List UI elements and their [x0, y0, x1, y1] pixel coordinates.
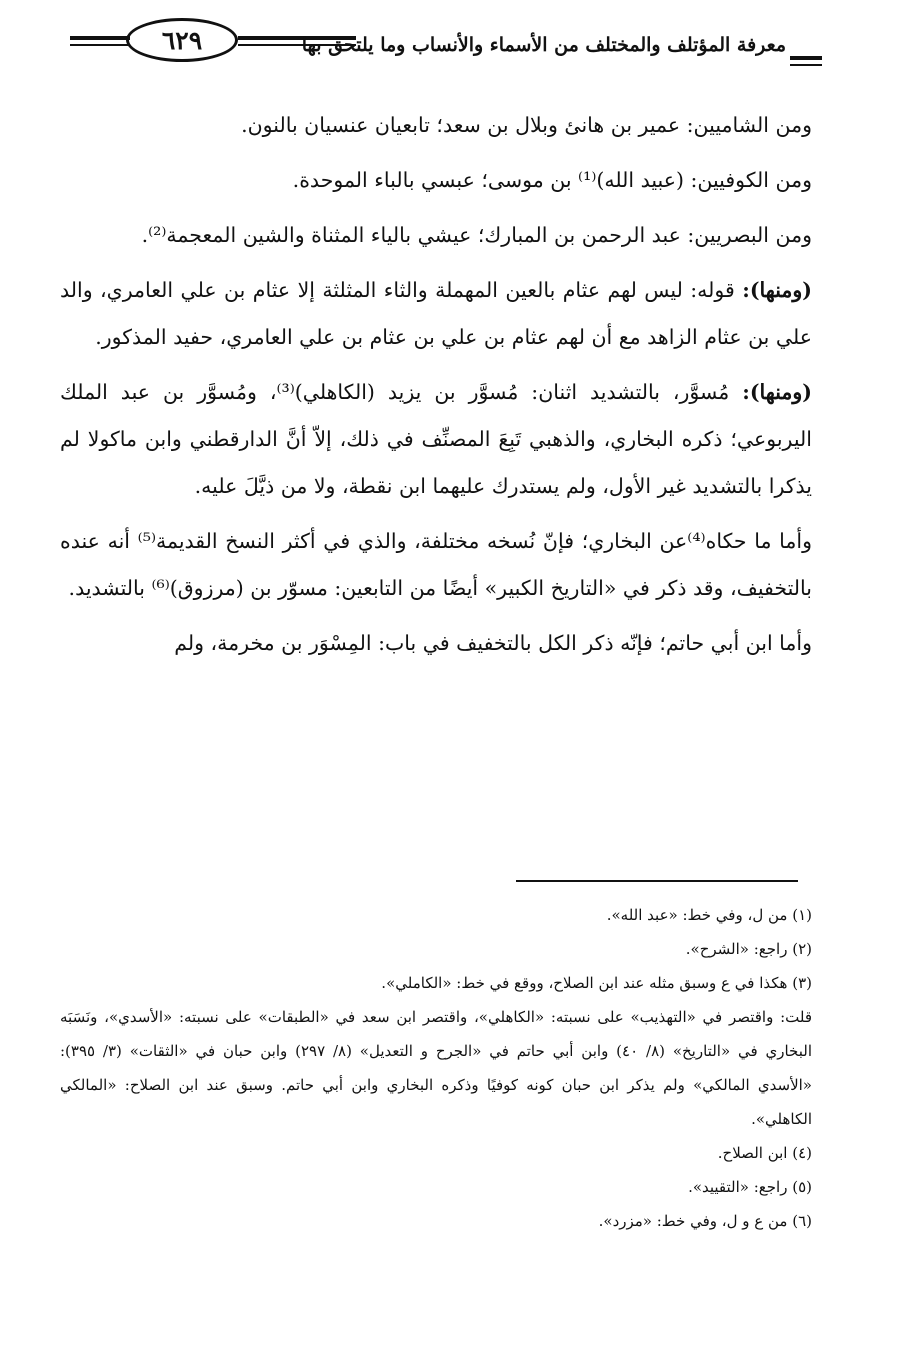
paragraph: وأما ابن أبي حاتم؛ فإنّه ذكر الكل بالتخفيف في باب: المِسْوَر بن مخرمة، ولم [174, 631, 812, 655]
footnote: (٣) هكذا في ع وسبق مثله عند ابن الصلاح، ووقع في خط: «الكاملي». [381, 974, 812, 992]
footnote: (٢) راجع: «الشرح». [685, 940, 812, 958]
footnote: (١) من ل، وفي خط: «عبد الله». [606, 906, 812, 924]
running-header [70, 14, 822, 74]
footnote: (٤) ابن الصلاح. [717, 1144, 812, 1162]
header-rule [790, 64, 822, 66]
footnote: (٥) راجع: «التقييد». [688, 1178, 812, 1196]
paragraph [60, 267, 812, 361]
footnote-continuation: قلت: واقتصر في «التهذيب» على نسبته: «الكاهلي»، واقتصر ابن سعد في «الطبقات» على نسبته: «الأسدي»، ونَسَبَه البخاري في «التاريخ» (٨/ ٤٠) وابن أبي حاتم في «الجرح و التعديل» (٨/ ٢٩٧) وابن حبان في «الثقات» (٣/ ٣٩٥): «الأسدي المالكي» ولم يذكر ابن حبان كونه كوفيًا وذكره البخاري وابن أبي حاتم. وسبق عند ابن الصلاح: «المالكي الكاهلي». [60, 1008, 812, 1128]
paragraph-text: قوله: ليس لهم عثام بالعين المهملة والثاء المثلثة إلا عثام بن علي العامري، والد علي بن عثام الزاهد مع أن لهم عثام بن علي بن عثام بن علي العامري، حفيد المذكور. [60, 278, 812, 349]
paragraph: ومن الكوفيين: (عبيد الله)⁽¹⁾ بن موسى؛ عبسي بالباء الموحدة. [292, 168, 812, 192]
main-text [60, 102, 812, 675]
header-rule [70, 44, 130, 46]
paragraph-lead: (ومنها): [742, 278, 812, 302]
paragraph: ومن الشاميين: عمير بن هانئ وبلال بن سعد؛ تابعيان عنسيان بالنون. [241, 113, 812, 137]
footnotes [60, 898, 812, 1238]
paragraph [60, 369, 812, 510]
header-rule [70, 36, 130, 40]
running-title: معرفة المؤتلف والمختلف من الأسماء والأنساب وما يلتحق بها [301, 34, 786, 56]
paragraph: ومن البصريين: عبد الرحمن بن المبارك؛ عيشي بالياء المثناة والشين المعجمة⁽²⁾. [141, 223, 812, 247]
header-rule [790, 56, 822, 60]
page-number: ٦٢٩ [126, 18, 238, 62]
paragraph-lead: (ومنها): [742, 380, 812, 404]
paragraph-text: مُسوَّر، بالتشديد اثنان: مُسوَّر بن يزيد (الكاهلي)⁽³⁾، ومُسوَّر بن عبد الملك اليربوعي؛ ذكره البخاري، والذهبي تَبِعَ المصنِّف في ذلك، إلاّ أنَّ الدارقطني وابن ماكولا لم يذكرا بالتشديد غير الأول، ولم يستدرك عليهما ابن نقطة، ولا من ذيَّلَ عليه. [60, 380, 812, 498]
footnote: (٦) من ع و ل، وفي خط: «مزرد». [598, 1212, 812, 1230]
paragraph: وأما ما حكاه⁽⁴⁾عن البخاري؛ فإنّ نُسخه مختلفة، والذي في أكثر النسخ القديمة⁽⁵⁾ أنه عنده بالتخفيف، وقد ذكر في «التاريخ الكبير» أيضًا من التابعين: مسوّر بن (مرزوق)⁽⁶⁾ بالتشديد. [60, 529, 812, 600]
footnote-divider [516, 880, 798, 882]
